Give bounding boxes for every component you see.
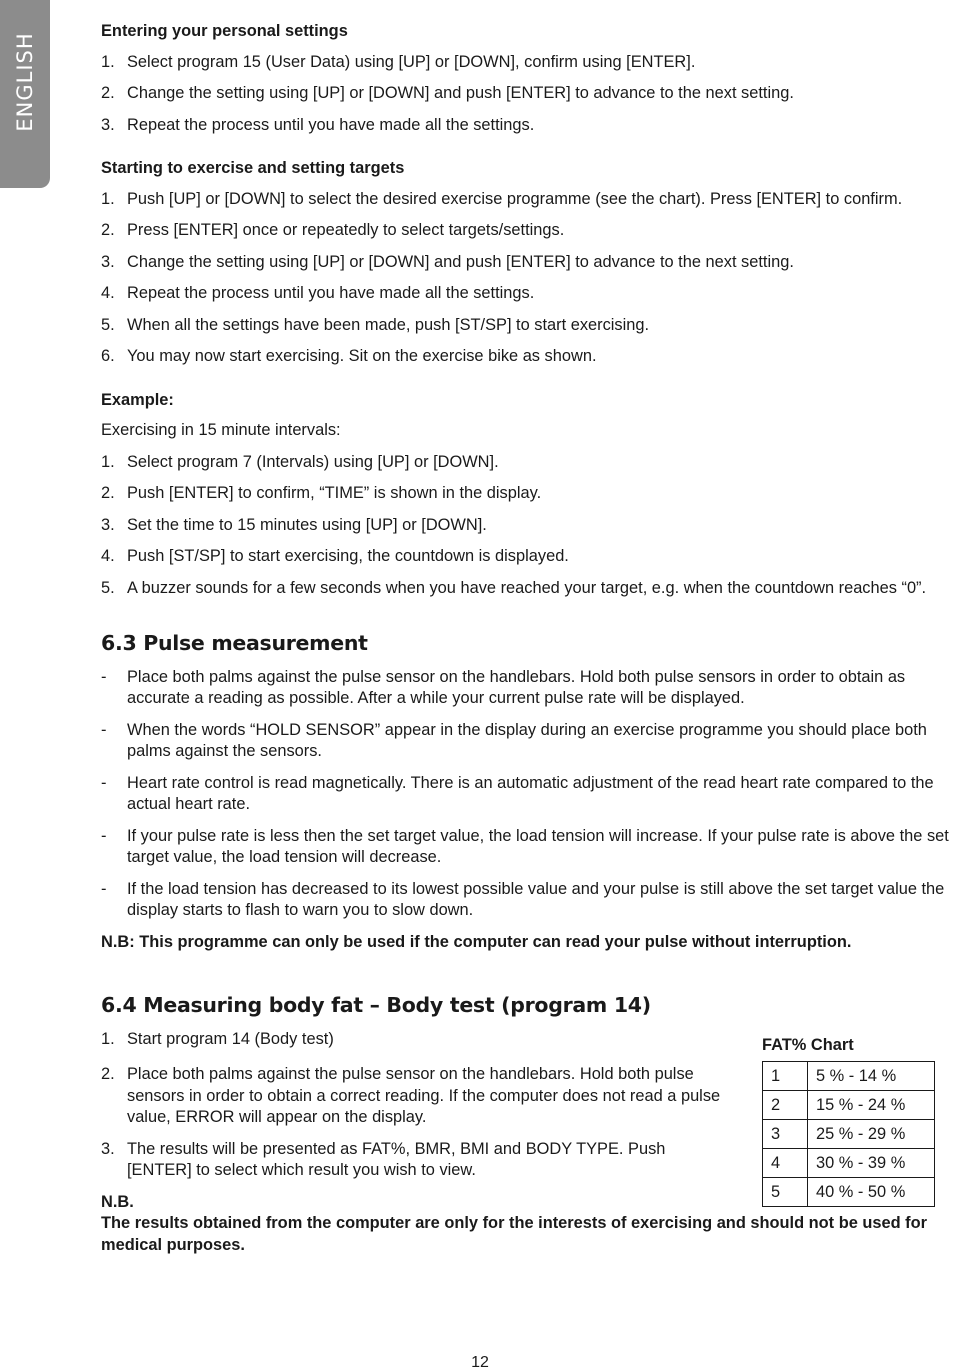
- table-row: [763, 1062, 935, 1091]
- fat-chart-table: [762, 1061, 935, 1207]
- pulse-section-heading: 6.3 Pulse measurement: [101, 631, 368, 655]
- fat-range: 15 % - 24 %: [808, 1091, 935, 1120]
- step-number: 2.: [101, 84, 115, 102]
- step-text: Select program 7 (Intervals) using [UP] or [DOWN].: [127, 452, 499, 471]
- step-number: 1.: [101, 52, 115, 71]
- table-row: [763, 1091, 935, 1120]
- list-item: [101, 546, 959, 568]
- step-text: Change the setting using [UP] or [DOWN] and push [ENTER] to advance to the next setting.: [127, 84, 794, 102]
- fat-level: 2: [763, 1091, 808, 1120]
- language-tab-label: ENGLISH: [13, 32, 37, 132]
- fat-level: 1: [763, 1062, 808, 1091]
- step-number: 2.: [101, 1065, 115, 1083]
- list-item: [101, 1139, 721, 1182]
- fat-range: 5 % - 14 %: [808, 1062, 935, 1091]
- language-tab: [0, 0, 50, 188]
- list-item: [101, 283, 959, 305]
- step-number: 3.: [101, 515, 115, 534]
- step-text: Repeat the process until you have made all the settings.: [127, 115, 535, 134]
- step-number: 1.: [101, 1029, 115, 1048]
- step-text: Push [UP] or [DOWN] to select the desired exercise programme (see the chart). Press [ENTER] to confirm.: [127, 189, 903, 208]
- item-text: If the load tension has decreased to its lowest possible value and your pulse is still above the set target value the display starts to flash to warn you to slow down.: [127, 879, 945, 919]
- step-text: Press [ENTER] once or repeatedly to select targets/settings.: [127, 221, 565, 239]
- step-number: 4.: [101, 284, 115, 302]
- step-text: When all the settings have been made, push [ST/SP] to start exercising.: [127, 315, 650, 334]
- list-item: [101, 667, 959, 710]
- dash-marker: -: [101, 826, 107, 845]
- pulse-note: N.B: This programme can only be used if the computer can read your pulse without interruption.: [101, 932, 852, 951]
- pulse-items: [101, 667, 959, 922]
- step-text: Start program 14 (Body test): [127, 1029, 334, 1048]
- dash-marker: -: [101, 773, 107, 792]
- list-item: [101, 578, 959, 600]
- table-row: [763, 1178, 935, 1207]
- fat-level: 4: [763, 1149, 808, 1178]
- step-number: 5.: [101, 315, 115, 334]
- step-text: A buzzer sounds for a few seconds when you have reached your target, e.g. when the countdown reaches “0”.: [127, 578, 927, 597]
- step-text: Select program 15 (User Data) using [UP] or [DOWN], confirm using [ENTER].: [127, 52, 696, 71]
- body-fat-nb-label: N.B.: [101, 1192, 134, 1211]
- table-row: [763, 1120, 935, 1149]
- example-intro: Exercising in 15 minute intervals:: [101, 421, 341, 439]
- item-text: If your pulse rate is less then the set target value, the load tension will increase. If your pulse rate is above the set target value, the load tension will decrease.: [127, 826, 949, 866]
- item-text: Place both palms against the pulse sensor on the handlebars. Hold both pulse sensors in order to obtain as accurate a reading as possible. After a while your current pulse rate will be displayed.: [127, 667, 906, 707]
- fat-level: 5: [763, 1178, 808, 1207]
- fat-range: 25 % - 29 %: [808, 1120, 935, 1149]
- step-number: 1.: [101, 189, 115, 208]
- step-text: Push [ENTER] to confirm, “TIME” is shown in the display.: [127, 484, 542, 502]
- list-item: [101, 826, 959, 869]
- list-item: [101, 483, 959, 505]
- list-item: [101, 189, 959, 211]
- fat-chart-title: FAT% Chart: [762, 1035, 854, 1054]
- list-item: [101, 1064, 721, 1129]
- step-number: 3.: [101, 252, 115, 271]
- step-number: 4.: [101, 547, 115, 565]
- step-number: 5.: [101, 578, 115, 597]
- item-text: Heart rate control is read magnetically. There is an automatic adjustment of the read heart rate compared to the actual heart rate.: [127, 773, 934, 813]
- body-test-block: [101, 1029, 959, 1201]
- step-text: Repeat the process until you have made all the settings.: [127, 284, 535, 302]
- exercise-targets-steps: [101, 189, 959, 368]
- step-text: You may now start exercising. Sit on the exercise bike as shown.: [127, 347, 597, 365]
- fat-range: 30 % - 39 %: [808, 1149, 935, 1178]
- fat-level: 3: [763, 1120, 808, 1149]
- list-item: [101, 83, 959, 105]
- exercise-targets-heading: Starting to exercise and setting targets: [101, 159, 405, 177]
- list-item: [101, 452, 959, 474]
- page-content: [101, 21, 959, 1256]
- step-number: 6.: [101, 347, 115, 365]
- item-text: When the words “HOLD SENSOR” appear in the display during an exercise programme you should place both palms against the sensors.: [127, 720, 927, 760]
- list-item: [101, 720, 959, 763]
- list-item: [101, 252, 959, 274]
- example-heading: Example:: [101, 390, 174, 409]
- step-text: Place both palms against the pulse sensor on the handlebars. Hold both pulse sensors in order to obtain a correct reading. If the computer does not read a pulse value, ERROR will appear on the display.: [127, 1065, 721, 1126]
- list-item: [101, 1029, 721, 1051]
- dash-marker: -: [101, 667, 107, 686]
- step-text: Set the time to 15 minutes using [UP] or [DOWN].: [127, 515, 487, 534]
- body-fat-section-heading: 6.4 Measuring body fat – Body test (program 14): [101, 993, 651, 1017]
- fat-range: 40 % - 50 %: [808, 1178, 935, 1207]
- example-steps: [101, 452, 959, 600]
- step-number: 2.: [101, 484, 115, 502]
- list-item: [101, 515, 959, 537]
- list-item: [101, 879, 959, 922]
- step-number: 1.: [101, 452, 115, 471]
- dash-marker: -: [101, 879, 107, 898]
- personal-settings-steps: [101, 52, 959, 137]
- personal-settings-heading: Entering your personal settings: [101, 22, 348, 40]
- list-item: [101, 220, 959, 242]
- list-item: [101, 773, 959, 816]
- body-fat-steps: [101, 1029, 721, 1182]
- page-number: 12: [471, 1354, 489, 1371]
- list-item: [101, 115, 959, 137]
- step-number: 2.: [101, 221, 115, 239]
- fat-chart: [762, 1035, 935, 1208]
- step-text: Change the setting using [UP] or [DOWN] and push [ENTER] to advance to the next setting.: [127, 252, 794, 271]
- list-item: [101, 315, 959, 337]
- list-item: [101, 52, 959, 74]
- step-number: 3.: [101, 115, 115, 134]
- table-row: [763, 1149, 935, 1178]
- dash-marker: -: [101, 720, 107, 739]
- step-text: Push [ST/SP] to start exercising, the countdown is displayed.: [127, 547, 569, 565]
- step-number: 3.: [101, 1139, 115, 1158]
- body-fat-nb-text: The results obtained from the computer are only for the interests of exercising and should not be used for medical purposes.: [101, 1214, 928, 1254]
- list-item: [101, 346, 959, 368]
- step-text: The results will be presented as FAT%, BMR, BMI and BODY TYPE. Push [ENTER] to select which result you wish to view.: [127, 1139, 666, 1179]
